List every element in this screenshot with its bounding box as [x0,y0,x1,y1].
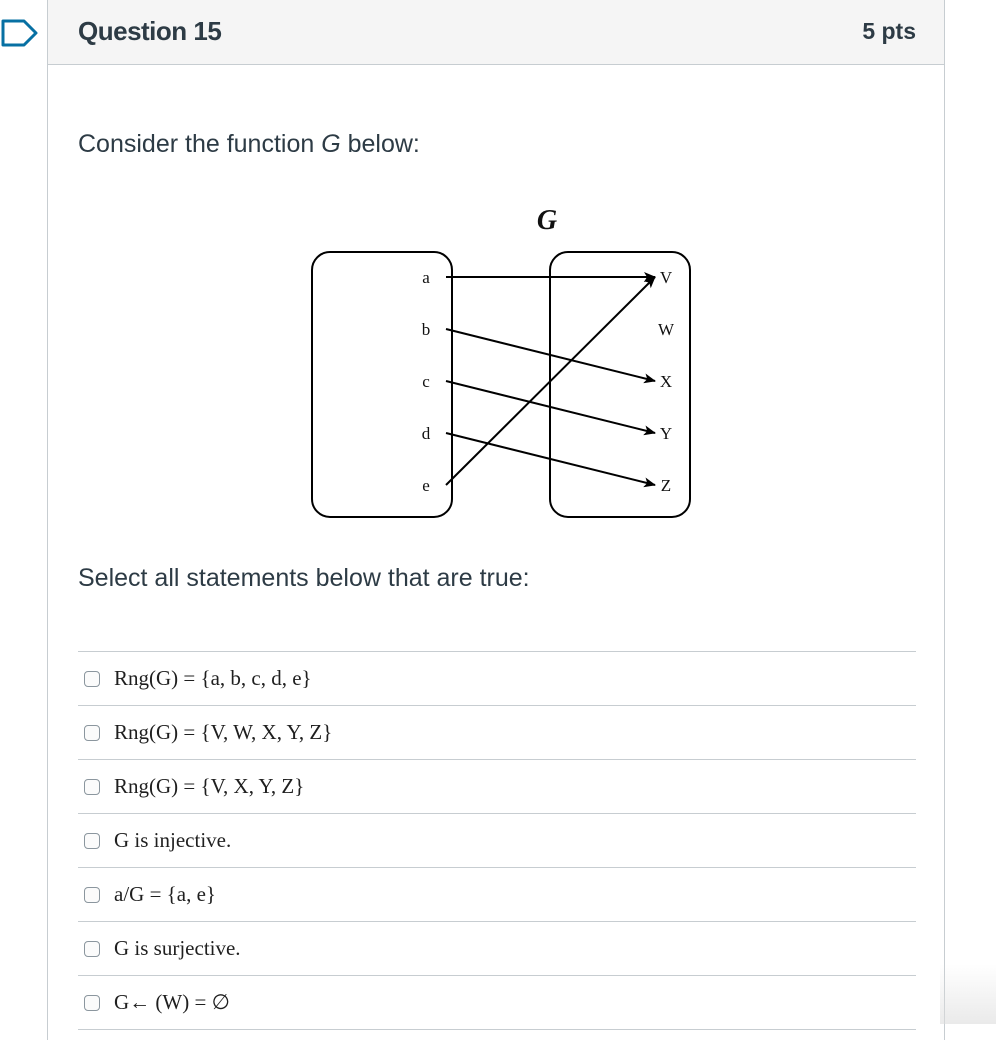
codomain-element-Y: Y [659,424,673,443]
domain-set [312,252,452,517]
answer-text: G← (W) = ∅ [114,990,230,1014]
question-points: 5 pts [862,18,916,44]
bookmark-question-icon[interactable] [0,18,40,48]
answer-text: Rng(G) = {a, b, c, d, e} [114,666,312,690]
answer-text: G is injective. [114,828,232,852]
answer-option-2[interactable] [78,706,916,760]
codomain-element-Z: Z [660,476,672,495]
domain-element-d: d [421,424,431,443]
question-instruction: Select all statements below that are true: [78,564,530,592]
codomain-element-W: W [657,320,675,339]
answer-text: G is surjective. [114,936,241,960]
codomain-element-X: X [659,372,673,391]
answer-checkbox[interactable] [84,833,100,849]
answer-checkbox[interactable] [84,725,100,741]
answer-checkbox[interactable] [84,887,100,903]
answer-checkbox[interactable] [84,671,100,687]
domain-element-b: b [421,320,431,339]
answer-option-4[interactable] [78,814,916,868]
question-header [48,0,944,65]
domain-element-e: e [422,476,430,495]
answer-text: a/G = {a, e} [114,882,216,906]
prompt-variable: G [321,130,341,158]
answer-option-7[interactable] [78,976,916,1030]
answer-list [78,651,916,1030]
prompt-prefix: Consider the function [78,130,322,158]
answer-checkbox[interactable] [84,941,100,957]
domain-element-c: c [422,372,430,391]
answer-option-5[interactable] [78,868,916,922]
answer-option-6[interactable] [78,922,916,976]
domain-element-a: a [422,268,430,287]
question-card [47,0,945,1040]
question-prompt [78,130,420,159]
function-label: G [536,205,558,236]
function-diagram [310,195,750,530]
scroll-shadow [940,964,996,1024]
answer-option-3[interactable] [78,760,916,814]
answer-text: Rng(G) = {V, X, Y, Z} [114,774,305,798]
answer-text: Rng(G) = {V, W, X, Y, Z} [114,720,333,744]
question-title: Question 15 [78,16,222,46]
answer-option-1[interactable] [78,652,916,706]
codomain-element-V: V [659,268,673,287]
answer-checkbox[interactable] [84,779,100,795]
answer-checkbox[interactable] [84,995,100,1011]
prompt-suffix: below: [340,130,420,158]
